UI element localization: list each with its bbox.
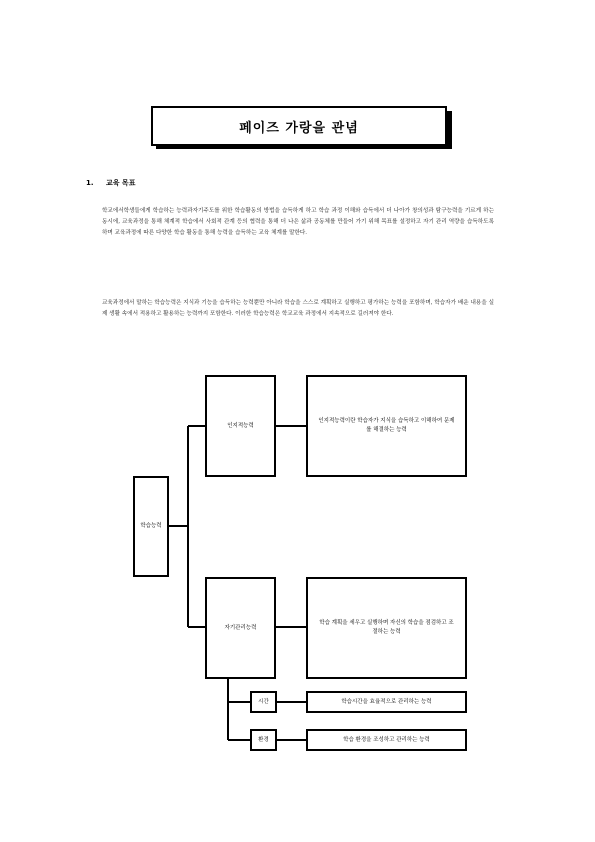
body-paragraph-2: 교육과정에서 말하는 학습능력은 지식과 기능을 습득하는 능력뿐만 아니라 학습을 스스로 계획하고 실행하고 평가하는 능력을 포함하며, 학습자가 배운 내용을 실제 생활 속에서 적용하고 활용하는 능력까지 포함한다. 이러한 학습능력은 학교교육 과정에서 지속적으로 길러져야 한다. — [102, 299, 494, 317]
sub-item-desc-time-text: 학습시간을 효율적으로 관리하는 능력 — [341, 698, 432, 705]
sub-item-desc-time — [306, 691, 467, 713]
diagram-root-box — [133, 476, 169, 577]
sub-item-box-environment — [250, 729, 277, 751]
page-title-text: 페이즈 가랑을 관념 — [239, 120, 359, 136]
branch-desc-cognitive — [306, 375, 467, 477]
sub-item-box-time — [250, 691, 277, 713]
section-title: 교육 목표 — [105, 179, 136, 187]
branch-box-cognitive — [205, 375, 276, 477]
branch-desc-cognitive-text: 인지적능력이란 학습자가 지식을 습득하고 이해하여 문제를 해결하는 능력 — [318, 418, 455, 433]
branch-desc-self-management — [306, 577, 467, 679]
sub-item-desc-environment-text: 학습 환경을 조성하고 관리하는 능력 — [343, 736, 430, 743]
section-number: 1. — [86, 179, 94, 187]
body-paragraph-1: 학교에서학생들에게 학습하는 능력과자기주도를 위한 학습활동의 방법을 습득하게 하고 학습 과정 이해와 습득에서 더 나아가 창의성과 탐구능력을 기르게 하는 동시에, 교육과정을 통해 체계적 학습에서 사회적 관계 등의 협력을 통해 더 나은 삶과 공동체를 만들어 가기 위해 목표를 설정하고 자기 관리 역량을 습득하도록 하며 교육과정에 따른 다양한 학습 활동을 통해 능력을 습득하는 교육 체계를 말한다. — [102, 207, 494, 236]
sub-item-label-time: 시간 — [258, 698, 269, 705]
sub-item-desc-environment — [306, 729, 467, 751]
branch-desc-self-management-text: 학습 계획을 세우고 실행하며 자신의 학습을 점검하고 조절하는 능력 — [319, 620, 454, 635]
branch-label-cognitive: 인지적능력 — [227, 422, 254, 429]
diagram-root-label: 학습능력 — [140, 523, 162, 529]
sub-item-label-environment: 환경 — [258, 736, 269, 743]
branch-label-self-management: 자기관리능력 — [224, 624, 257, 631]
branch-box-self-management — [205, 577, 276, 679]
